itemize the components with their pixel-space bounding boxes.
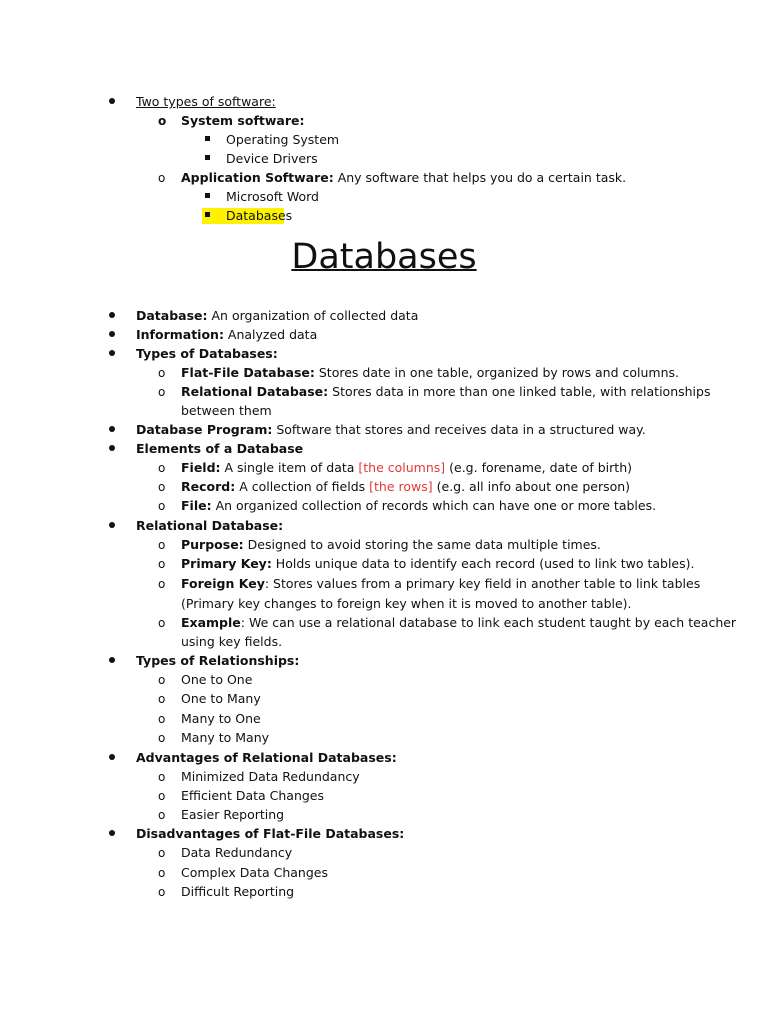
advantage-item: Easier Reporting bbox=[181, 807, 285, 822]
bullet-icon bbox=[108, 94, 116, 102]
information-label: Information: bbox=[136, 327, 224, 342]
system-item-drivers: Device Drivers bbox=[226, 151, 318, 166]
example-text: : We can use a relational database to link each student taught by each teacher bbox=[240, 615, 737, 630]
field-label: Field: bbox=[181, 460, 221, 475]
example-label: Example bbox=[181, 615, 241, 630]
database-text: An organization of collected data bbox=[207, 308, 419, 323]
sub-bullet-icon: o bbox=[158, 385, 166, 399]
sub-bullet-icon: o bbox=[158, 692, 166, 706]
example-text-cont: using key fields. bbox=[181, 634, 283, 649]
primary-key-label: Primary Key: bbox=[181, 556, 272, 571]
application-item-databases: Databases bbox=[226, 208, 293, 223]
elements-label: Elements of a Database bbox=[136, 441, 304, 456]
bullet-icon bbox=[108, 750, 116, 758]
bullet-icon bbox=[108, 346, 116, 354]
relationship-item: One to One bbox=[181, 672, 253, 687]
flat-file-label: Flat-File Database: bbox=[181, 365, 315, 380]
relational-db-text-cont: between them bbox=[181, 403, 272, 418]
information-text: Analyzed data bbox=[223, 327, 318, 342]
primary-key-text: Holds unique data to identify each record (used to link two tables). bbox=[271, 556, 695, 571]
sub-bullet-icon: o bbox=[158, 712, 166, 726]
record-highlight: [the rows] bbox=[369, 479, 433, 494]
sub-bullet-icon: o bbox=[158, 789, 166, 803]
sub-bullet-icon: o bbox=[158, 770, 166, 784]
square-bullet-icon bbox=[204, 208, 212, 216]
sub-bullet-icon: o bbox=[158, 808, 166, 822]
application-software-desc: Any software that helps you do a certain task. bbox=[333, 170, 627, 185]
sub-bullet-icon: o bbox=[158, 885, 166, 899]
purpose-text: Designed to avoid storing the same data multiple times. bbox=[243, 537, 601, 552]
relational-database-label: Relational Database: bbox=[136, 518, 284, 533]
sub-bullet-icon: o bbox=[158, 577, 166, 591]
database-label: Database: bbox=[136, 308, 208, 323]
flat-file-text: Stores date in one table, organized by rows and columns. bbox=[314, 365, 679, 380]
square-bullet-icon bbox=[204, 151, 212, 159]
record-text: A collection of fields bbox=[235, 479, 370, 494]
bullet-icon bbox=[108, 441, 116, 449]
sub-bullet-icon: o bbox=[158, 461, 166, 475]
square-bullet-icon bbox=[204, 189, 212, 197]
advantage-item: Efficient Data Changes bbox=[181, 788, 325, 803]
sub-bullet-icon: o bbox=[158, 366, 166, 380]
relational-db-text: Stores data in more than one linked table, with relationships bbox=[328, 384, 711, 399]
field-text: A single item of data bbox=[220, 460, 359, 475]
record-tail: (e.g. all info about one person) bbox=[432, 479, 631, 494]
foreign-key-text: : Stores values from a primary key field in another table to link tables bbox=[264, 576, 701, 591]
relationship-item: Many to Many bbox=[181, 730, 270, 745]
bullet-icon bbox=[108, 422, 116, 430]
disadvantage-item: Data Redundancy bbox=[181, 845, 293, 860]
sub-bullet-icon: o bbox=[158, 846, 166, 860]
advantage-item: Minimized Data Redundancy bbox=[181, 769, 360, 784]
database-program-text: Software that stores and receives data in a structured way. bbox=[272, 422, 646, 437]
page-title: Databases bbox=[291, 237, 477, 277]
sub-bullet-icon: o bbox=[158, 171, 166, 185]
intro-heading: Two types of software: bbox=[136, 94, 276, 109]
disadvantage-item: Complex Data Changes bbox=[181, 865, 328, 880]
bullet-icon bbox=[108, 518, 116, 526]
foreign-key-text-cont: (Primary key changes to foreign key when it is moved to another table). bbox=[181, 596, 632, 611]
advantages-label: Advantages of Relational Databases: bbox=[136, 750, 397, 765]
bullet-icon bbox=[108, 308, 116, 316]
record-label: Record: bbox=[181, 479, 236, 494]
relationship-item: One to Many bbox=[181, 691, 261, 706]
file-label: File: bbox=[181, 498, 212, 513]
disadvantages-label: Disadvantages of Flat-File Databases: bbox=[136, 826, 405, 841]
bullet-icon bbox=[108, 653, 116, 661]
bullet-icon bbox=[108, 826, 116, 834]
square-bullet-icon bbox=[204, 132, 212, 140]
sub-bullet-icon: o bbox=[158, 499, 166, 513]
sub-bullet-icon: o bbox=[158, 616, 166, 630]
foreign-key-label: Foreign Key bbox=[181, 576, 265, 591]
disadvantage-item: Difficult Reporting bbox=[181, 884, 295, 899]
file-text: An organized collection of records which can have one or more tables. bbox=[211, 498, 657, 513]
sub-bullet-icon: o bbox=[158, 866, 166, 880]
sub-bullet-icon: o bbox=[158, 538, 166, 552]
application-software-label: Application Software: bbox=[181, 170, 334, 185]
sub-bullet-icon: o bbox=[158, 557, 166, 571]
sub-bullet-icon: o bbox=[158, 731, 166, 745]
application-item-word: Microsoft Word bbox=[226, 189, 319, 204]
sub-bullet-icon: o bbox=[158, 480, 166, 494]
relational-db-label: Relational Database: bbox=[181, 384, 329, 399]
system-item-os: Operating System bbox=[226, 132, 340, 147]
relationships-label: Types of Relationships: bbox=[136, 653, 300, 668]
field-highlight: [the columns] bbox=[358, 460, 446, 475]
database-program-label: Database Program: bbox=[136, 422, 273, 437]
purpose-label: Purpose: bbox=[181, 537, 244, 552]
sub-bullet-icon: o bbox=[158, 114, 167, 128]
field-tail: (e.g. forename, date of birth) bbox=[445, 460, 632, 475]
bullet-icon bbox=[108, 327, 116, 335]
system-software-label: System software: bbox=[181, 113, 305, 128]
relationship-item: Many to One bbox=[181, 711, 261, 726]
types-of-databases-label: Types of Databases: bbox=[136, 346, 278, 361]
sub-bullet-icon: o bbox=[158, 673, 166, 687]
